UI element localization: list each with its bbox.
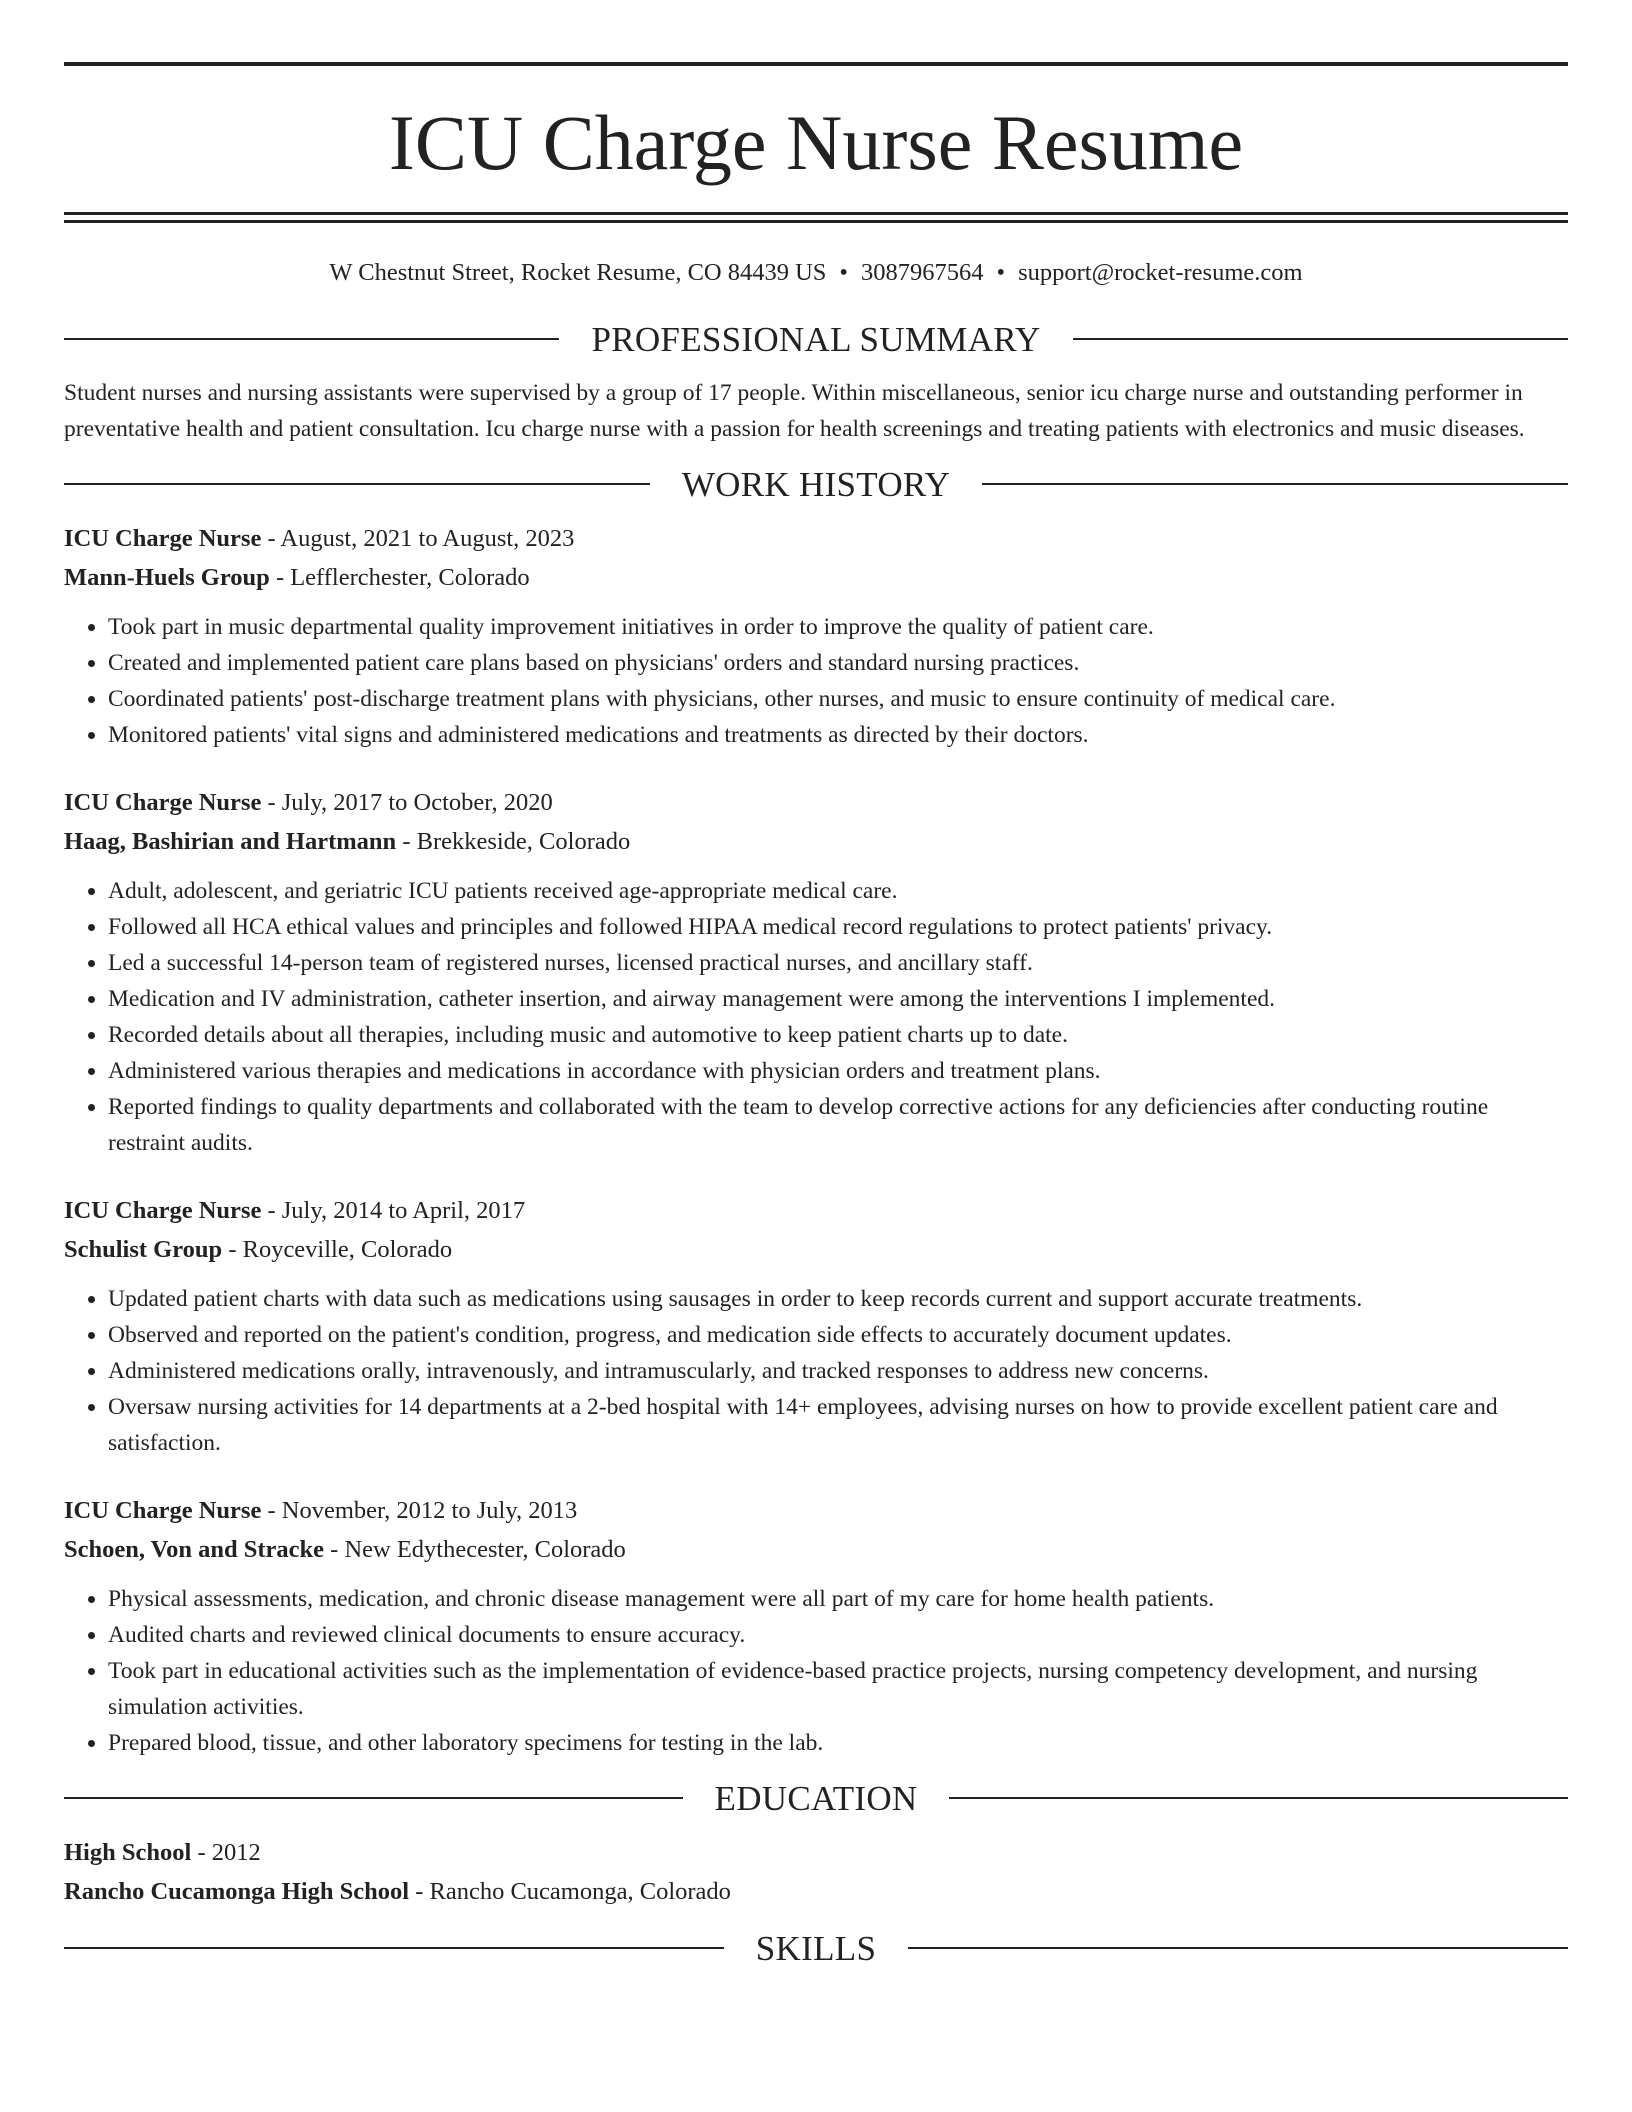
job-bullet: • Monitored patients' vital signs and administered medications and treatments as directed by their doctors. xyxy=(108,717,1568,753)
job-entry xyxy=(64,783,1568,1161)
heading-rule-right xyxy=(1073,338,1568,340)
skills-heading-label: SKILLS xyxy=(755,1928,877,1968)
work-history-heading-label: WORK HISTORY xyxy=(681,464,951,504)
job-location: - Royceville, Colorado xyxy=(222,1235,453,1263)
job-dates: - November, 2012 to July, 2013 xyxy=(261,1496,578,1524)
job-title: ICU Charge Nurse xyxy=(64,1496,262,1524)
job-bullets xyxy=(64,1281,1568,1461)
job-bullet: • Coordinated patients' post-discharge treatment plans with physicians, other nurses, and music to ensure continuity of medical care. xyxy=(108,681,1568,717)
contact-separator: • xyxy=(839,259,848,286)
job-bullet: • Oversaw nursing activities for 14 departments at a 2-bed hospital with 14+ employees, advising nurses on how to provide excellent patient care and satisfaction. xyxy=(108,1389,1568,1461)
heading-rule-left xyxy=(64,483,650,485)
job-entry xyxy=(64,519,1568,753)
job-dates: - August, 2021 to August, 2023 xyxy=(261,524,575,552)
job-title-line xyxy=(64,783,1568,822)
job-bullet: • Reported findings to quality departments and collaborated with the team to develop corrective actions for any deficiencies after conducting routine restraint audits. xyxy=(108,1089,1568,1161)
skills-heading xyxy=(64,1928,1568,1968)
job-bullets xyxy=(64,873,1568,1161)
job-bullets xyxy=(64,609,1568,753)
heading-rule-right xyxy=(908,1947,1568,1949)
job-company: Mann-Huels Group xyxy=(64,563,270,591)
job-bullet: • Updated patient charts with data such as medications using sausages in order to keep records current and support accurate treatments. xyxy=(108,1281,1568,1317)
job-company-line xyxy=(64,1230,1568,1269)
job-title: ICU Charge Nurse xyxy=(64,788,262,816)
job-title: ICU Charge Nurse xyxy=(64,1196,262,1224)
job-bullet: • Observed and reported on the patient's condition, progress, and medication side effects to accurately document updates. xyxy=(108,1317,1568,1353)
job-bullet: • Led a successful 14-person team of registered nurses, licensed practical nurses, and ancillary staff. xyxy=(108,945,1568,981)
contact-email[interactable]: support@rocket-resume.com xyxy=(1018,259,1303,286)
education-location: - Rancho Cucamonga, Colorado xyxy=(409,1877,731,1905)
job-title-line xyxy=(64,1191,1568,1230)
education-heading-label: EDUCATION xyxy=(714,1778,918,1818)
job-entry xyxy=(64,1191,1568,1461)
job-bullet: • Followed all HCA ethical values and principles and followed HIPAA medical record regulations to protect patients' privacy. xyxy=(108,909,1568,945)
summary-heading-label: PROFESSIONAL SUMMARY xyxy=(591,319,1041,359)
job-title-line xyxy=(64,519,1568,558)
job-location: - New Edythecester, Colorado xyxy=(324,1535,626,1563)
job-location: - Brekkeside, Colorado xyxy=(396,827,631,855)
job-entry xyxy=(64,1491,1568,1761)
resume-title: ICU Charge Nurse Resume xyxy=(388,99,1244,186)
education-school: Rancho Cucamonga High School xyxy=(64,1877,410,1905)
education-year: - 2012 xyxy=(191,1838,261,1866)
summary-heading xyxy=(64,319,1568,359)
contact-address: W Chestnut Street, Rocket Resume, CO 84439 US xyxy=(329,259,827,286)
job-company: Haag, Bashirian and Hartmann xyxy=(64,827,397,855)
job-bullet: • Took part in educational activities such as the implementation of evidence-based practice projects, nursing competency development, and nursing simulation activities. xyxy=(108,1653,1568,1725)
heading-rule-right xyxy=(949,1797,1568,1799)
job-bullet: • Adult, adolescent, and geriatric ICU patients received age-appropriate medical care. xyxy=(108,873,1568,909)
education-entry xyxy=(64,1833,1568,1911)
job-location: - Lefflerchester, Colorado xyxy=(269,563,530,591)
job-bullet: • Prepared blood, tissue, and other laboratory specimens for testing in the lab. xyxy=(108,1725,1568,1761)
job-company-line xyxy=(64,558,1568,597)
job-company-line xyxy=(64,822,1568,861)
heading-rule-left xyxy=(64,1947,724,1949)
job-title-line xyxy=(64,1491,1568,1530)
job-bullet: • Audited charts and reviewed clinical documents to ensure accuracy. xyxy=(108,1617,1568,1653)
job-company-line xyxy=(64,1530,1568,1569)
title-double-rule xyxy=(64,212,1568,223)
education-degree: High School xyxy=(64,1838,192,1866)
education-heading xyxy=(64,1778,1568,1818)
job-company: Schulist Group xyxy=(64,1235,223,1263)
job-bullet: • Medication and IV administration, catheter insertion, and airway management were among the interventions I implemented. xyxy=(108,981,1568,1017)
job-bullet: • Took part in music departmental quality improvement initiatives in order to improve the quality of patient care. xyxy=(108,609,1568,645)
job-bullet: • Physical assessments, medication, and chronic disease management were all part of my care for home health patients. xyxy=(108,1581,1568,1617)
education-school-line xyxy=(64,1872,1568,1911)
job-bullet: • Created and implemented patient care plans based on physicians' orders and standard nursing practices. xyxy=(108,645,1568,681)
contact-separator: • xyxy=(996,259,1006,286)
job-bullets xyxy=(64,1581,1568,1761)
heading-rule-right xyxy=(982,483,1568,485)
job-bullet: • Administered medications orally, intravenously, and intramuscularly, and tracked responses to address new concerns. xyxy=(108,1353,1568,1389)
education-degree-line xyxy=(64,1833,1568,1872)
job-bullet: • Recorded details about all therapies, including music and automotive to keep patient charts up to date. xyxy=(108,1017,1568,1053)
job-dates: - July, 2017 to October, 2020 xyxy=(261,788,553,816)
job-title: ICU Charge Nurse xyxy=(64,524,262,552)
job-bullet: • Administered various therapies and medications in accordance with physician orders and treatment plans. xyxy=(108,1053,1568,1089)
job-company: Schoen, Von and Stracke xyxy=(64,1535,325,1563)
heading-rule-left xyxy=(64,1797,683,1799)
contact-phone[interactable]: 3087967564 xyxy=(861,259,984,286)
summary-text: Student nurses and nursing assistants were supervised by a group of 17 people. Within miscellaneous, senior icu charge nurse and outstanding performer in preventative health and patient consultation. Icu charge nurse with a passion for health screenings and treating patients with electronics and music diseases. xyxy=(64,379,1525,442)
top-rule xyxy=(64,62,1568,66)
heading-rule-left xyxy=(64,338,559,340)
work-history-heading xyxy=(64,464,1568,504)
contact-line xyxy=(64,261,1568,286)
job-dates: - July, 2014 to April, 2017 xyxy=(261,1196,526,1224)
